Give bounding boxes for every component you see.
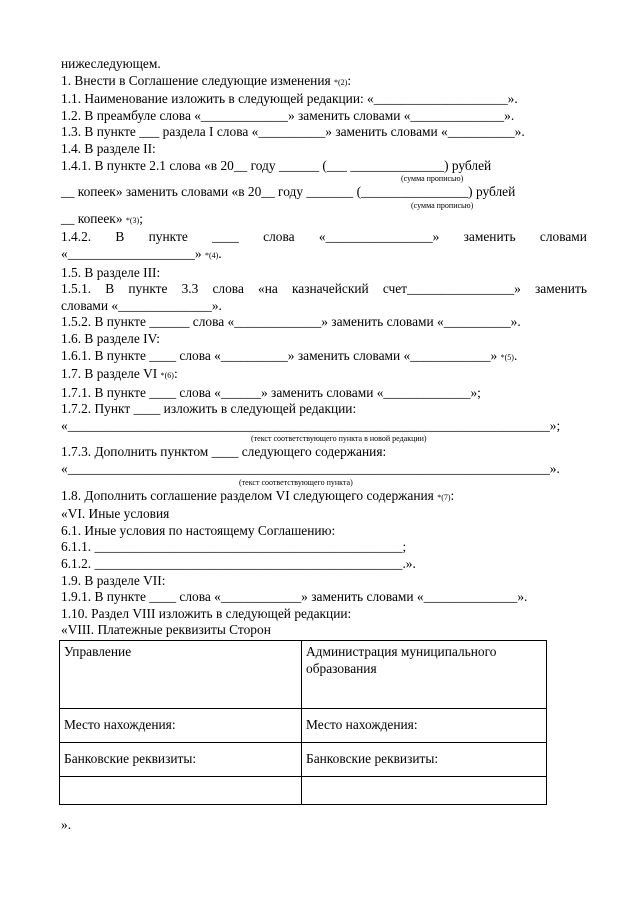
footnote-ref: *(7): [437, 492, 451, 502]
word: пункте: [148, 229, 188, 245]
item-1-5-1-cont: словами «______________».: [61, 297, 222, 313]
item-1-6-1: [61, 348, 587, 367]
word: В: [105, 281, 115, 297]
punct: ;: [139, 210, 143, 226]
text: «___________________»: [61, 245, 205, 261]
punct: .: [513, 347, 518, 363]
item-1-4-2-cont: [61, 246, 587, 265]
table-cell: [60, 641, 302, 709]
item-1-7-2: 1.7.2. Пункт ____ изложить в следующей редакции:: [61, 401, 357, 417]
item-1-9-1: 1.9.1. В пункте ____ слова «____________» заменить словами «______________».: [61, 589, 528, 605]
word: счет________________»: [382, 281, 521, 297]
word: заменить: [463, 229, 516, 245]
table-row: [60, 641, 547, 709]
word: слова: [263, 229, 295, 245]
item-6-1: 6.1. Иные условия по настоящему Соглашению:: [61, 522, 336, 538]
table-cell: [60, 743, 302, 777]
word: 1.5.1.: [61, 281, 92, 297]
word: 3.3: [181, 281, 199, 297]
punct: :: [173, 366, 178, 382]
item-1-4-1-end: [61, 211, 587, 230]
table-cell: [60, 709, 302, 743]
item-1-5-1: [61, 281, 587, 298]
table-row: [60, 709, 547, 743]
item-6-1-1: 6.1.1. ______________________________________________;: [61, 539, 407, 555]
item-1-7-3-blank: «________________________________________________________________________».: [61, 461, 560, 477]
item-1-3: 1.3. В пункте ___ раздела I слова «__________» заменить словами «__________».: [61, 124, 525, 140]
punct: :: [347, 72, 352, 88]
sum-in-words-note: (сумма прописью): [411, 200, 474, 210]
section-6-title: «VI. Иные условия: [61, 506, 170, 522]
cell-text: Управление: [64, 644, 132, 659]
cell-text: Банковские реквизиты:: [306, 751, 439, 767]
item-1: [61, 73, 587, 92]
word: слова: [212, 281, 244, 297]
text: 1.7. В разделе VI: [61, 366, 161, 382]
cell-text: Администрация муниципального образования: [306, 644, 497, 676]
word: пункте: [128, 281, 168, 297]
closing-quote: ».: [61, 817, 72, 832]
text: 1.6.1. В пункте ____ слова «__________» заменить словами «____________»: [61, 347, 501, 363]
word: ____: [212, 229, 239, 245]
item-text-note: (текст соответствующего пункта): [239, 477, 353, 487]
item-1-7-1: 1.7.1. В пункте ____ слова «______» заменить словами «_____________»;: [61, 384, 481, 400]
text-line: нижеследующем.: [61, 56, 161, 71]
word: В: [115, 229, 125, 245]
text: __ копеек»: [61, 210, 126, 226]
item-1-9: 1.9. В разделе VII:: [61, 572, 166, 588]
item-1-5: 1.5. В разделе III:: [61, 264, 161, 280]
item-6-1-2: 6.1.2. ______________________________________________.».: [61, 556, 416, 572]
footnote-ref: *(5): [500, 352, 514, 362]
table-row: [60, 743, 547, 777]
item-1-text: 1. Внести в Соглашение следующие изменения: [61, 72, 334, 88]
item-1-4-2: [61, 229, 587, 246]
footnote-ref: *(2): [334, 77, 348, 87]
item-1-10: 1.10. Раздел VIII изложить в следующей редакции:: [61, 605, 352, 621]
table-cell: [302, 641, 547, 709]
item-1-1: 1.1. Наименование изложить в следующей редакции: «____________________».: [61, 91, 518, 107]
item-1-7-3: 1.7.3. Дополнить пунктом ____ следующего содержания:: [61, 444, 387, 460]
document-page: [61, 56, 587, 834]
footnote-ref: *(6): [160, 371, 174, 381]
table-cell: [60, 777, 302, 805]
text: 1.8. Дополнить соглашение разделом VI следующего содержания: [61, 487, 438, 503]
cell-text: Место нахождения:: [306, 717, 418, 733]
word: «________________»: [318, 229, 440, 245]
requisites-table: [59, 640, 547, 805]
cell-text: Место нахождения:: [64, 717, 176, 733]
footnote-ref: *(4): [204, 250, 219, 260]
item-1-5-2: 1.5.2. В пункте ______ слова «_____________» заменить словами «__________».: [61, 314, 521, 330]
footnote-ref: *(3): [125, 215, 140, 225]
item-1-6: 1.6. В разделе IV:: [61, 330, 160, 346]
item-1-4-1: 1.4.1. В пункте 2.1 слова «в 20__ году ______ (___ ______________) рублей: [61, 157, 492, 173]
table-cell: [302, 709, 547, 743]
cell-text: Банковские реквизиты:: [64, 751, 197, 767]
word: заменить: [534, 281, 587, 297]
table-cell: [302, 777, 547, 805]
item-1-4: 1.4. В разделе II:: [61, 140, 156, 156]
item-1-2: 1.2. В преамбуле слова «_____________» заменить словами «______________».: [61, 107, 515, 123]
item-1-7-2-blank: «________________________________________________________________________»;: [61, 417, 561, 433]
word: казначейский: [291, 281, 369, 297]
item-1-8: [61, 488, 587, 507]
word: «на: [258, 281, 278, 297]
word: 1.4.2.: [61, 229, 92, 245]
item-1-4-1-cont: __ копеек» заменить словами «в 20__ году _______ (________________) рублей: [61, 184, 516, 200]
item-1-7: [61, 366, 587, 385]
punct: :: [450, 487, 455, 503]
new-text-note: (текст соответствующего пункта в новой редакции): [251, 434, 427, 444]
punct: .: [218, 245, 222, 261]
sum-in-words-note: (сумма прописью): [401, 174, 464, 184]
table-cell: [302, 743, 547, 777]
section-8-title: «VIII. Платежные реквизиты Сторон: [61, 622, 271, 638]
table-row: [60, 777, 547, 805]
word: словами: [539, 229, 587, 245]
